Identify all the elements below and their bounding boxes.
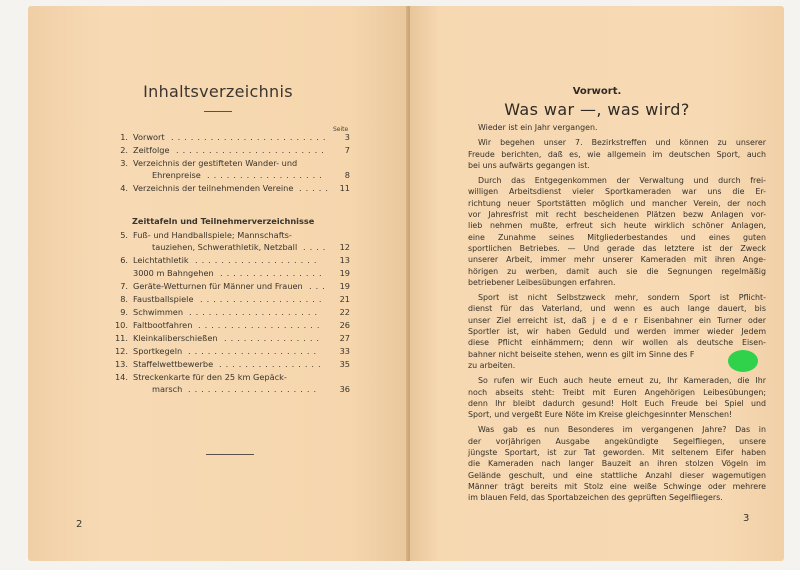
toc-entry-title: Faustballspiele [133, 294, 194, 304]
toc-entry-number: 4. [120, 183, 128, 193]
toc-entry-page: 19 [339, 281, 350, 291]
toc-leader-dots: ..... [299, 183, 333, 193]
toc-entry-page: 8 [344, 170, 350, 180]
toc-entry-title: Streckenkarte für den 25 km Gepäck- [133, 372, 287, 382]
text-line: Was gab es nun Besonderes im vergangenen Jahre? Das in [478, 425, 766, 435]
toc-entry [106, 346, 350, 358]
green-marker-spot [728, 350, 758, 372]
toc-leader-dots: .................... [188, 384, 321, 394]
toc-title: Inhaltsverzeichnis [143, 82, 293, 101]
toc-entry [106, 132, 350, 144]
toc-entry-title-cont: marsch [152, 384, 183, 394]
toc-leader-dots: .................... [189, 307, 322, 317]
toc-entry-continuation [106, 242, 350, 254]
toc-leader-dots: ................... [195, 255, 321, 265]
seite-label: Seite [333, 126, 349, 133]
toc-entry-page: 27 [339, 333, 350, 343]
toc-entry-number: 8. [120, 294, 128, 304]
text-line: sportlichen Betriebes. — Und gerade das letztere ist der Zweck [468, 243, 766, 253]
text-line: willigen Arbeitsdienst vieler Sportkameraden war uns die Er- [468, 187, 766, 197]
toc-entry-title: Kleinkaliberschießen [133, 333, 218, 343]
text-line: unserer Arbeit, immer mehr unserer Kameraden mit ihren Ange- [468, 255, 766, 265]
toc-leader-dots: ........................ [171, 132, 330, 142]
toc-entry-page: 3 [344, 132, 350, 142]
toc-leader-dots: .................... [188, 346, 321, 356]
text-line: denn Ihr bleibt dadurch gesund! Holt Euch Freude bei Spiel und [468, 398, 766, 408]
text-line: diese Pflicht einhämmern; denn wir wollen als deutsche Eisen- [468, 338, 766, 348]
toc-entry-page: 21 [339, 294, 350, 304]
text-line: bahner nicht beiseite stehen, wenn es gilt im Sinne des F [468, 349, 695, 359]
text-line: Sport ist nicht Selbstzweck mehr, sondern Sport ist Pflicht- [478, 293, 766, 303]
text-line: Sportler ist, wir haben Geduld und werden immer wieder Jedem [468, 327, 766, 337]
toc-entry-title: Faltbootfahren [133, 320, 193, 330]
text-line: bei uns aufwärts gegangen ist. [468, 160, 590, 170]
toc-entry-title-cont: tauziehen, Schwerathletik, Netzball [152, 242, 298, 252]
toc-entry-number: 14. [114, 372, 128, 382]
text-line: lieb nehmen mußte, erfreut sich heute wirklich schöner Anlagen, [468, 221, 766, 231]
toc-entry [106, 307, 350, 319]
toc-entry-number: 13. [114, 359, 128, 369]
toc-list-general [106, 132, 350, 202]
toc-entry-page: 19 [339, 268, 350, 278]
toc-entry [106, 333, 350, 345]
toc-entry [106, 268, 350, 280]
toc-list-timetables [106, 230, 350, 430]
toc-leader-dots: ....................... [176, 145, 328, 155]
toc-entry-title: Verzeichnis der gestifteten Wander- und [133, 158, 298, 168]
toc-entry-page: 7 [344, 145, 350, 155]
title-rule [204, 111, 232, 112]
text-line: Freude berichten, daß es, wie allgemein im deutschen Sport, auch [468, 149, 766, 159]
toc-entry-number: 5. [120, 230, 128, 240]
text-line: vor Jahresfrist mit recht bescheidenen Plätzen bezw Anlagen vor- [468, 210, 766, 220]
text-line: jüngste Sportart, ist zur Tat geworden. Mit seltenem Eifer haben [468, 448, 766, 458]
toc-entry [106, 294, 350, 306]
toc-leader-dots: .... [303, 242, 330, 252]
text-line: dienst für das Vaterland, und wenn es auch lange dauert, bis [468, 304, 766, 314]
toc-entry-number: 1. [120, 132, 128, 142]
page-number: 2 [76, 519, 83, 530]
toc-entry [106, 281, 350, 293]
text-line: noch abseits steht: Treibt mit Euren Angehörigen Leibesübungen; [468, 387, 766, 397]
end-rule [206, 454, 254, 455]
toc-entry-page: 36 [339, 384, 350, 394]
toc-entry-title: Sportkegeln [133, 346, 183, 356]
toc-entry-page: 35 [339, 359, 350, 369]
text-line: Gelände geschult, und eine stattliche Anzahl dieser wagemutigen [468, 470, 766, 480]
toc-entry [106, 372, 350, 384]
toc-entry-continuation [106, 170, 350, 182]
text-line: der vorjährigen Ausgabe angekündigte Segelfliegen, unsere [468, 436, 766, 446]
toc-entry [106, 230, 350, 242]
toc-entry-page: 26 [339, 320, 350, 330]
toc-entry-title: Verzeichnis der teilnehmenden Vereine [133, 183, 294, 193]
section-heading: Vorwort. [572, 86, 622, 97]
toc-entry-title: Staffelwettbewerbe [133, 359, 214, 369]
text-line: im blauen Feld, das Sportabzeichen des geprüften Segelfliegers. [468, 493, 723, 503]
toc-leader-dots: .................. [207, 170, 326, 180]
toc-entry-number: 2. [120, 145, 128, 155]
text-line: Wir begehen unser 7. Bezirkstreffen und können zu unserer [478, 138, 766, 148]
toc-entry [106, 255, 350, 267]
toc-leader-dots: ................... [200, 294, 326, 304]
text-line: zu arbeiten. [468, 360, 516, 370]
page-number: 3 [743, 513, 750, 524]
toc-entry-number: 10. [114, 320, 128, 330]
toc-entry-number: 3. [120, 158, 128, 168]
text-line: Wieder ist ein Jahr vergangen. [478, 123, 598, 132]
toc-entry [106, 145, 350, 157]
toc-entry-number: 11. [114, 333, 128, 343]
toc-leader-dots: ................ [219, 359, 325, 369]
text-line: betriebener Leibesübungen erfahren. [468, 277, 616, 287]
toc-entry-page: 22 [339, 307, 350, 317]
text-line: Sport, und vergeßt Eure Nöte im Kreise gleichgesinnter Menschen! [468, 410, 733, 420]
toc-entry-page: 13 [339, 255, 350, 265]
toc-entry [106, 320, 350, 332]
section-heading: Zeittafeln und Teilnehmerverzeichnisse [132, 216, 315, 226]
left-page [28, 6, 408, 561]
toc-entry-title: Fuß- und Handballspiele; Mannschafts- [133, 230, 292, 240]
toc-entry-number: 12. [114, 346, 128, 356]
toc-entry-title-cont: Ehrenpreise [152, 170, 201, 180]
text-line: die Kameraden nach langer Bauzeit an ihren stolzen Vögeln im [468, 459, 766, 469]
text-line: unser Ziel erreicht ist, daß j e d e r Eisenbahner ein Turner oder [468, 315, 766, 325]
toc-entry-page: 33 [339, 346, 350, 356]
toc-entry-continuation [106, 384, 350, 396]
toc-leader-dots: ................ [220, 268, 326, 278]
toc-entry [106, 183, 350, 195]
toc-entry [106, 359, 350, 371]
toc-entry-page: 11 [339, 183, 350, 193]
toc-entry-title: Vorwort [133, 132, 165, 142]
foreword-text [468, 122, 766, 504]
text-line: Durch das Entgegenkommen der Verwaltung und durch frei- [478, 176, 766, 186]
toc-leader-dots: ... [309, 281, 329, 291]
toc-entry-title: Leichtathletik [133, 255, 189, 265]
toc-entry-number: 6. [120, 255, 128, 265]
toc-entry-title: Geräte-Wetturnen für Männer und Frauen [133, 281, 303, 291]
toc-entry-number: 9. [120, 307, 128, 317]
text-line: hörigen zu werben, damit auch sie die Segnungen regelmäßig [468, 266, 766, 276]
page-title: Was war —, was wird? [504, 100, 690, 119]
text-line: So rufen wir Euch auch heute erneut zu, Ihr Kameraden, die Ihr [478, 376, 766, 386]
text-line: eine Zunahme seines Mitgliederbestandes und eines guten [468, 232, 766, 242]
toc-entry-title: 3000 m Bahngehen [133, 268, 214, 278]
text-line: richtung neuer Sportstätten möglich und mancher Verein, der noch [468, 198, 766, 208]
toc-leader-dots: ................... [198, 320, 324, 330]
toc-entry [106, 158, 350, 170]
toc-entry-page: 12 [339, 242, 350, 252]
toc-entry-number: 7. [120, 281, 128, 291]
toc-entry-title: Zeitfolge [133, 145, 170, 155]
text-line: Männer trägt bereits mit Stolz eine weiße Schwinge oder mehrere [468, 481, 766, 491]
toc-entry-title: Schwimmen [133, 307, 184, 317]
toc-leader-dots: ............... [224, 333, 324, 343]
